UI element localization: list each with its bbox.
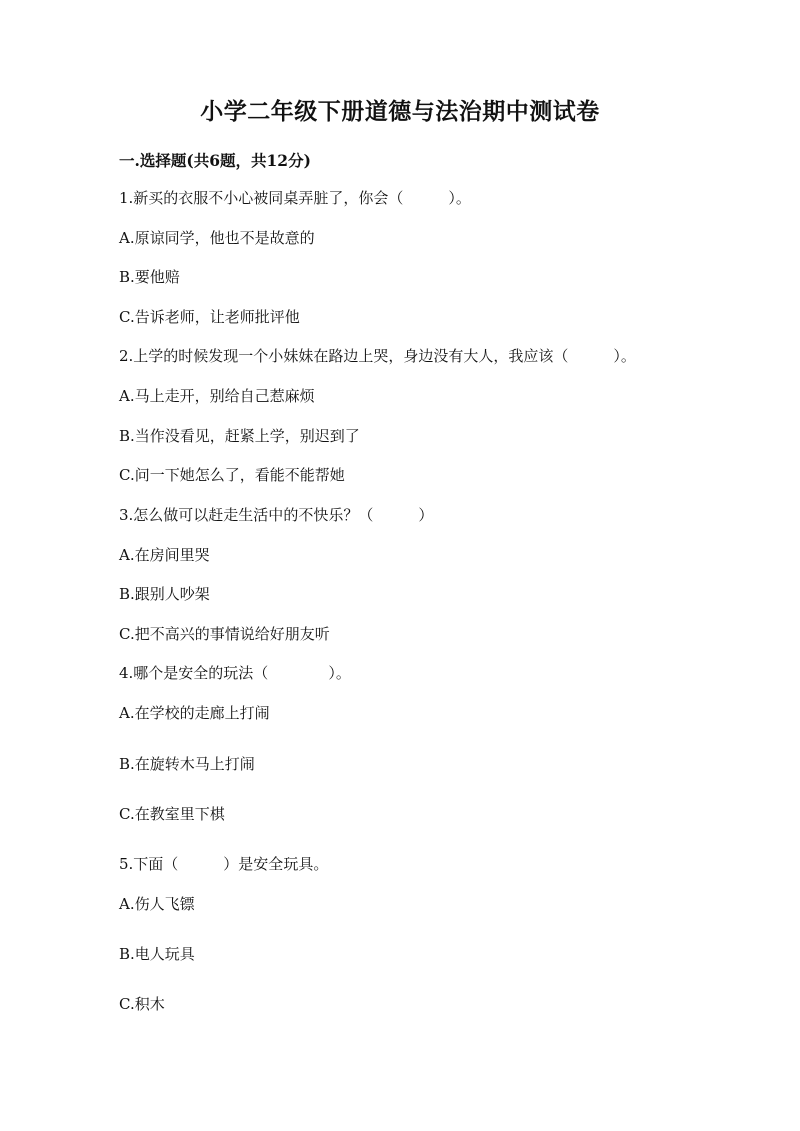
question-3-option-a[interactable]: A.在房间里哭 — [119, 546, 210, 564]
question-3-option-c[interactable]: C.把不高兴的事情说给好朋友听 — [119, 625, 330, 643]
question-1-option-c[interactable]: C.告诉老师，让老师批评他 — [119, 308, 300, 326]
question-1-option-b[interactable]: B.要他赔 — [119, 268, 180, 286]
question-5-stem: 5.下面（ ）是安全玩具。 — [119, 855, 329, 873]
question-2-stem: 2.上学的时候发现一个小妹妹在路边上哭，身边没有大人，我应该（ ）。 — [119, 347, 636, 365]
question-2-option-a[interactable]: A.马上走开，别给自己惹麻烦 — [119, 387, 315, 405]
page-title: 小学二年级下册道德与法治期中测试卷 — [200, 98, 600, 125]
question-3-stem: 3.怎么做可以赶走生活中的不快乐？（ ） — [119, 506, 434, 524]
section-heading: 一.选择题(共6题，共12分) — [119, 151, 311, 170]
question-4-stem: 4.哪个是安全的玩法（ ）。 — [119, 664, 351, 682]
question-5-option-c[interactable]: C.积木 — [119, 995, 165, 1013]
question-5-option-a[interactable]: A.伤人飞镖 — [119, 895, 195, 913]
question-3-option-b[interactable]: B.跟别人吵架 — [119, 585, 210, 603]
question-4-option-c[interactable]: C.在教室里下棋 — [119, 805, 225, 823]
question-2-option-c[interactable]: C.问一下她怎么了，看能不能帮她 — [119, 466, 345, 484]
question-2-option-b[interactable]: B.当作没看见，赶紧上学，别迟到了 — [119, 427, 360, 445]
question-4-option-a[interactable]: A.在学校的走廊上打闹 — [119, 704, 270, 722]
question-1-option-a[interactable]: A.原谅同学，他也不是故意的 — [119, 229, 315, 247]
question-1-stem: 1.新买的衣服不小心被同桌弄脏了，你会（ ）。 — [119, 189, 471, 207]
question-5-option-b[interactable]: B.电人玩具 — [119, 945, 195, 963]
question-4-option-b[interactable]: B.在旋转木马上打闹 — [119, 755, 255, 773]
